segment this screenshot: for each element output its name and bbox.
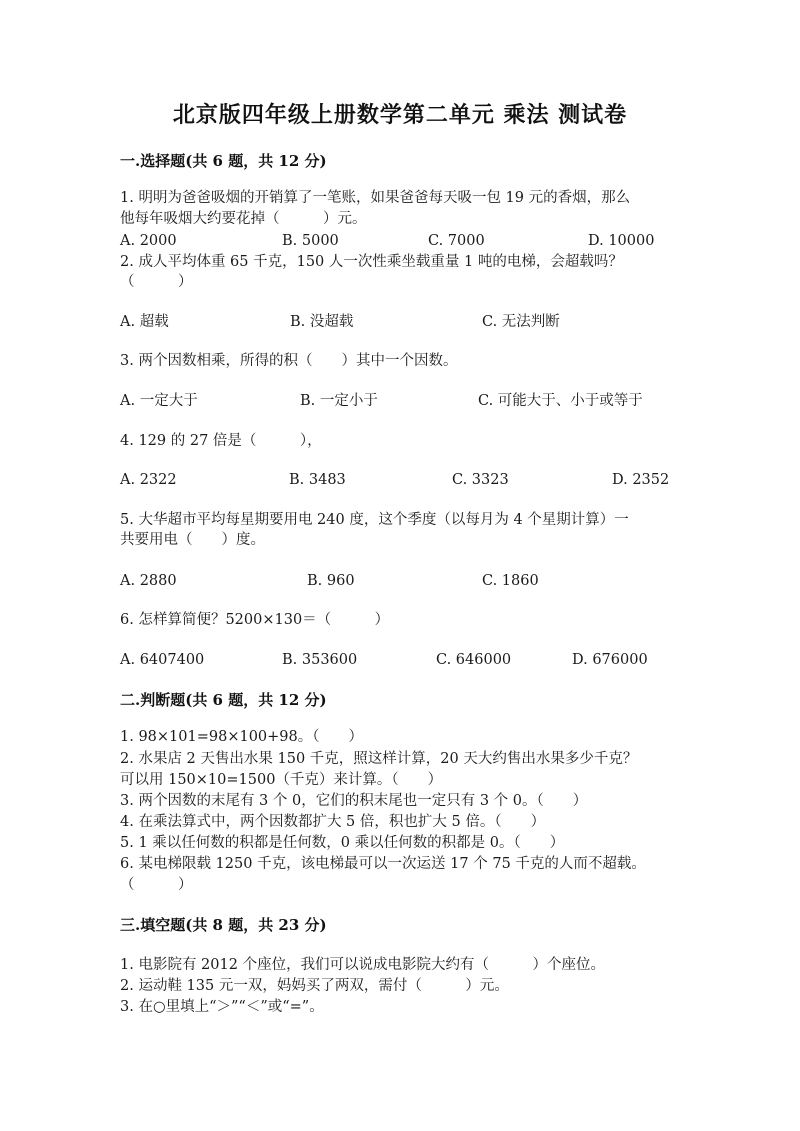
option-a: A. 6407400 — [120, 652, 205, 668]
option-b: B. 没超载 — [290, 314, 354, 330]
question-text: 5. 大华超市平均每星期要用电 240 度，这个季度（以每月为 4 个星期计算）一 — [120, 512, 629, 528]
section-heading-fill: 三.填空题(共 8 题，共 23 分) — [120, 916, 327, 934]
question-text: 4. 129 的 27 倍是（ ）， — [120, 433, 322, 449]
option-b: B. 一定小于 — [300, 393, 378, 409]
option-b: B. 353600 — [282, 652, 358, 668]
option-a: A. 超载 — [120, 314, 169, 330]
question-text: （ ） — [120, 274, 193, 290]
question-text: 4. 在乘法算式中，两个因数都扩大 5 倍，积也扩大 5 倍。（ ） — [120, 814, 546, 830]
question-text: （ ） — [120, 877, 193, 893]
question-text: 2. 水果店 2 天售出水果 150 千克，照这样计算，20 天大约售出水果多少千克？ — [120, 751, 638, 767]
option-d: D. 676000 — [572, 652, 648, 668]
option-c: C. 646000 — [436, 652, 512, 668]
section-heading-choice: 一.选择题(共 6 题，共 12 分) — [120, 152, 327, 170]
option-c: C. 3323 — [452, 472, 509, 488]
question-text: 1. 明明为爸爸吸烟的开销算了一笔账，如果爸爸每天吸一包 19 元的香烟，那么 — [120, 190, 631, 206]
option-a: A. 2880 — [120, 573, 177, 589]
option-d: D. 2352 — [612, 472, 670, 488]
question-text: 3. 在○里填上“＞”“＜”或“=”。 — [120, 999, 324, 1015]
option-c: C. 7000 — [428, 233, 485, 249]
page-title: 北京版四年级上册数学第二单元 乘法 测试卷 — [172, 102, 628, 128]
question-text: 3. 两个因数的末尾有 3 个 0，它们的积末尾也一定只有 3 个 0。（ ） — [120, 793, 588, 809]
question-text: 1. 98×101=98×100+98。（ ） — [120, 729, 363, 745]
option-d: D. 10000 — [588, 233, 655, 249]
question-text: 共要用电（ ）度。 — [120, 532, 265, 548]
question-text: 1. 电影院有 2012 个座位，我们可以说成电影院大约有（ ）个座位。 — [120, 957, 606, 973]
question-text: 6. 某电梯限载 1250 千克，该电梯最可以一次运送 17 个 75 千克的人而不超载。 — [120, 856, 646, 872]
question-text: 他每年吸烟大约要花掉（ ）元。 — [120, 211, 367, 227]
option-a: A. 一定大于 — [120, 393, 198, 409]
question-text: 3. 两个因数相乘，所得的积（ ）其中一个因数。 — [120, 353, 458, 369]
option-b: B. 960 — [307, 573, 355, 589]
option-a: A. 2000 — [120, 233, 177, 249]
option-c: C. 1860 — [482, 573, 539, 589]
question-text: 2. 运动鞋 135 元一双，妈妈买了两双，需付（ ）元。 — [120, 978, 509, 994]
option-b: B. 5000 — [282, 233, 339, 249]
question-text: 6. 怎样算简便？5200×130＝（ ） — [120, 612, 390, 628]
question-text: 2. 成人平均体重 65 千克，150 人一次性乘坐载重量 1 吨的电梯，会超载吗？ — [120, 254, 623, 270]
option-b: B. 3483 — [289, 472, 346, 488]
question-text: 可以用 150×10=1500（千克）来计算。（ ） — [120, 772, 443, 788]
question-text: 5. 1 乘以任何数的积都是任何数，0 乘以任何数的积都是 0。（ ） — [120, 835, 565, 851]
option-a: A. 2322 — [120, 472, 177, 488]
section-heading-judge: 二.判断题(共 6 题，共 12 分) — [120, 691, 327, 709]
option-c: C. 可能大于、小于或等于 — [478, 393, 643, 409]
option-c: C. 无法判断 — [482, 314, 560, 330]
